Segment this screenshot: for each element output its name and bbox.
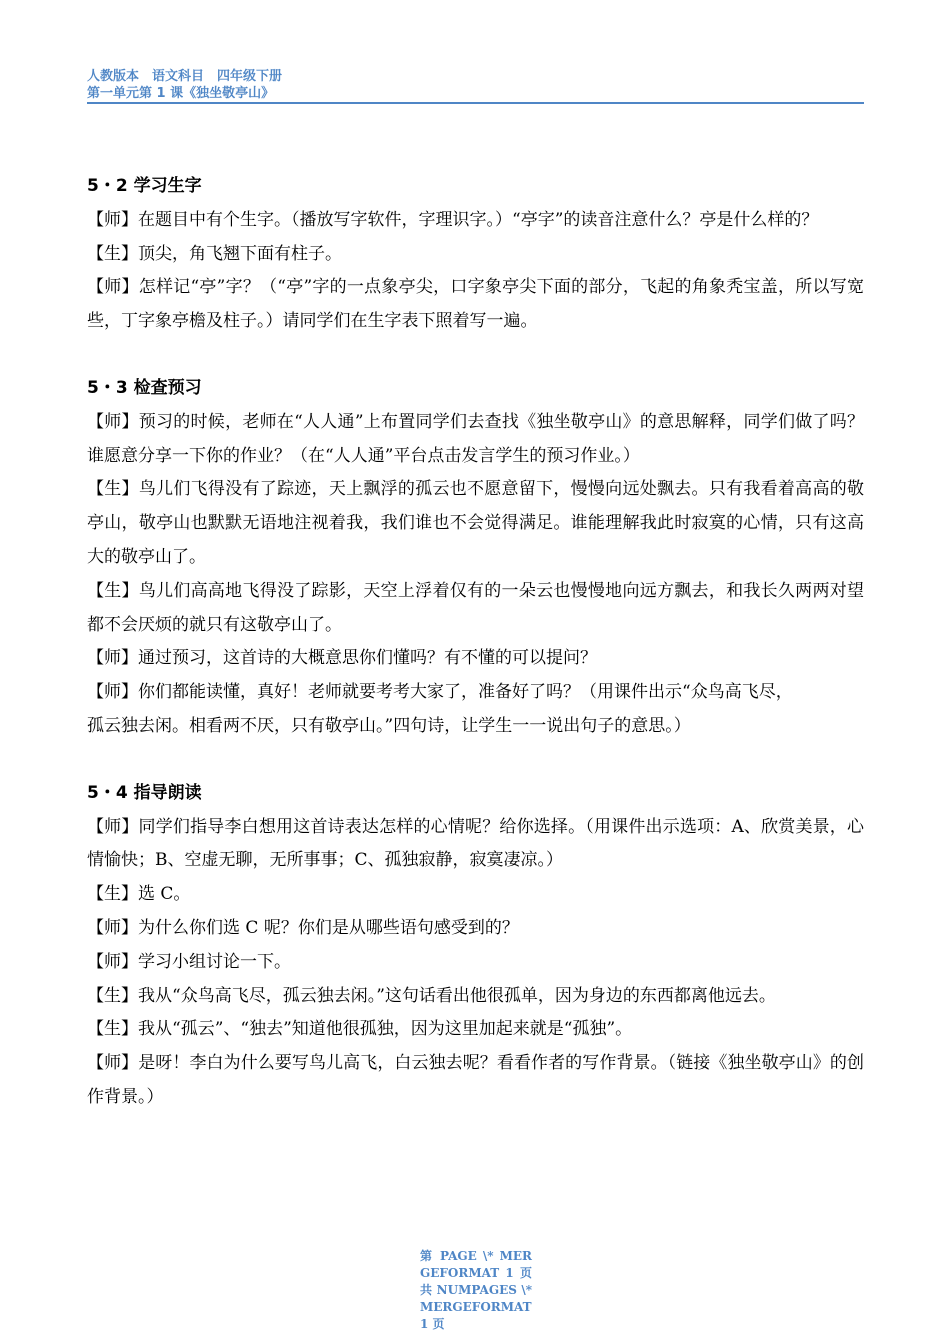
paragraph: 【师】学习小组讨论一下。 xyxy=(87,951,291,972)
paragraph: 【师】预习的时候，老师在“人人通”上布置同学们去查找《独坐敬亭山》的意思解释，同学们做了吗？谁愿意分享一下你的作业？（在“人人通”平台点击发言学生的预习作业。） xyxy=(87,411,864,466)
header-divider xyxy=(87,102,864,104)
header-line-2: 第一单元第 1 课《独坐敬亭山》 xyxy=(87,86,275,101)
paragraph: 【生】我从“孤云”、“独去”知道他很孤独，因为这里加起来就是“孤独”。 xyxy=(87,1019,633,1040)
paragraph: 【生】鸟儿们飞得没有了踪迹，天上飘浮的孤云也不愿意留下，慢慢向远处飘去。只有我看着高高的敬亭山，敬亭山也默默无语地注视着我，我们谁也不会觉得满足。谁能理解我此时寂寞的心情，只有这高大的敬亭山了。 xyxy=(87,479,864,567)
header-line-1: 人教版本 语文科目 四年级下册 xyxy=(87,69,283,84)
paragraph: 【生】顶尖，角飞翘下面有柱子。 xyxy=(87,243,342,264)
section-check-preview xyxy=(87,372,864,744)
paragraph: 【师】你们都能读懂，真好！老师就要考考大家了，准备好了吗？（用课件出示“众鸟高飞尽， xyxy=(87,682,793,703)
paragraph: 【生】我从“众鸟高飞尽，孤云独去闲。”这句话看出他很孤单，因为身边的东西都离他远去。 xyxy=(87,985,776,1006)
page-number-footer: 第 PAGE \* MERGEFORMAT 1 页 共 NUMPAGES \* MERGEFORMAT 1 页 xyxy=(420,1249,532,1331)
paragraph: 【师】同学们指导李白想用这首诗表达怎样的心情呢？给你选择。（用课件出示选项：A、欣赏美景，心情愉快；B、空虚无聊，无所事事；C、孤独寂静，寂寞凄凉。） xyxy=(87,816,864,871)
section-title: 5・3 检查预习 xyxy=(87,377,202,398)
section-title: 5・2 学习生字 xyxy=(87,176,202,196)
paragraph: 【师】是呀！李白为什么要写鸟儿高飞，白云独去呢？看看作者的写作背景。（链接《独坐敬亭山》的创作背景。） xyxy=(87,1053,864,1107)
paragraph: 【师】通过预习，这首诗的大概意思你们懂吗？有不懂的可以提问？ xyxy=(87,648,597,669)
paragraph: 【生】选 C。 xyxy=(87,884,191,905)
paragraph: 【师】在题目中有个生字。（播放写字软件，字理识字。）“亭字”的读音注意什么？亭是什么样的？ xyxy=(87,209,819,230)
section-learn-characters xyxy=(87,170,864,339)
paragraph: 【生】鸟儿们高高地飞得没了踪影，天空上浮着仅有的一朵云也慢慢地向远方飘去，和我长久两两对望都不会厌烦的就只有这敬亭山了。 xyxy=(87,580,864,635)
section-title: 5・4 指导朗读 xyxy=(87,782,202,803)
section-guided-reading xyxy=(87,777,864,1115)
paragraph: 【师】为什么你们选 C 呢？你们是从哪些语句感受到的？ xyxy=(87,917,519,938)
paragraph: 【师】怎样记“亭”字？（“亭”字的一点象亭尖，口字象亭尖下面的部分，飞起的角象秃宝盖，所以写宽些，丁字象亭檐及柱子。）请同学们在生字表下照着写一遍。 xyxy=(87,277,864,332)
paragraph: 孤云独去闲。相看两不厌，只有敬亭山。”四句诗，让学生一一说出句子的意思。） xyxy=(87,715,691,736)
document-body xyxy=(87,170,864,1148)
page-header xyxy=(87,68,864,102)
